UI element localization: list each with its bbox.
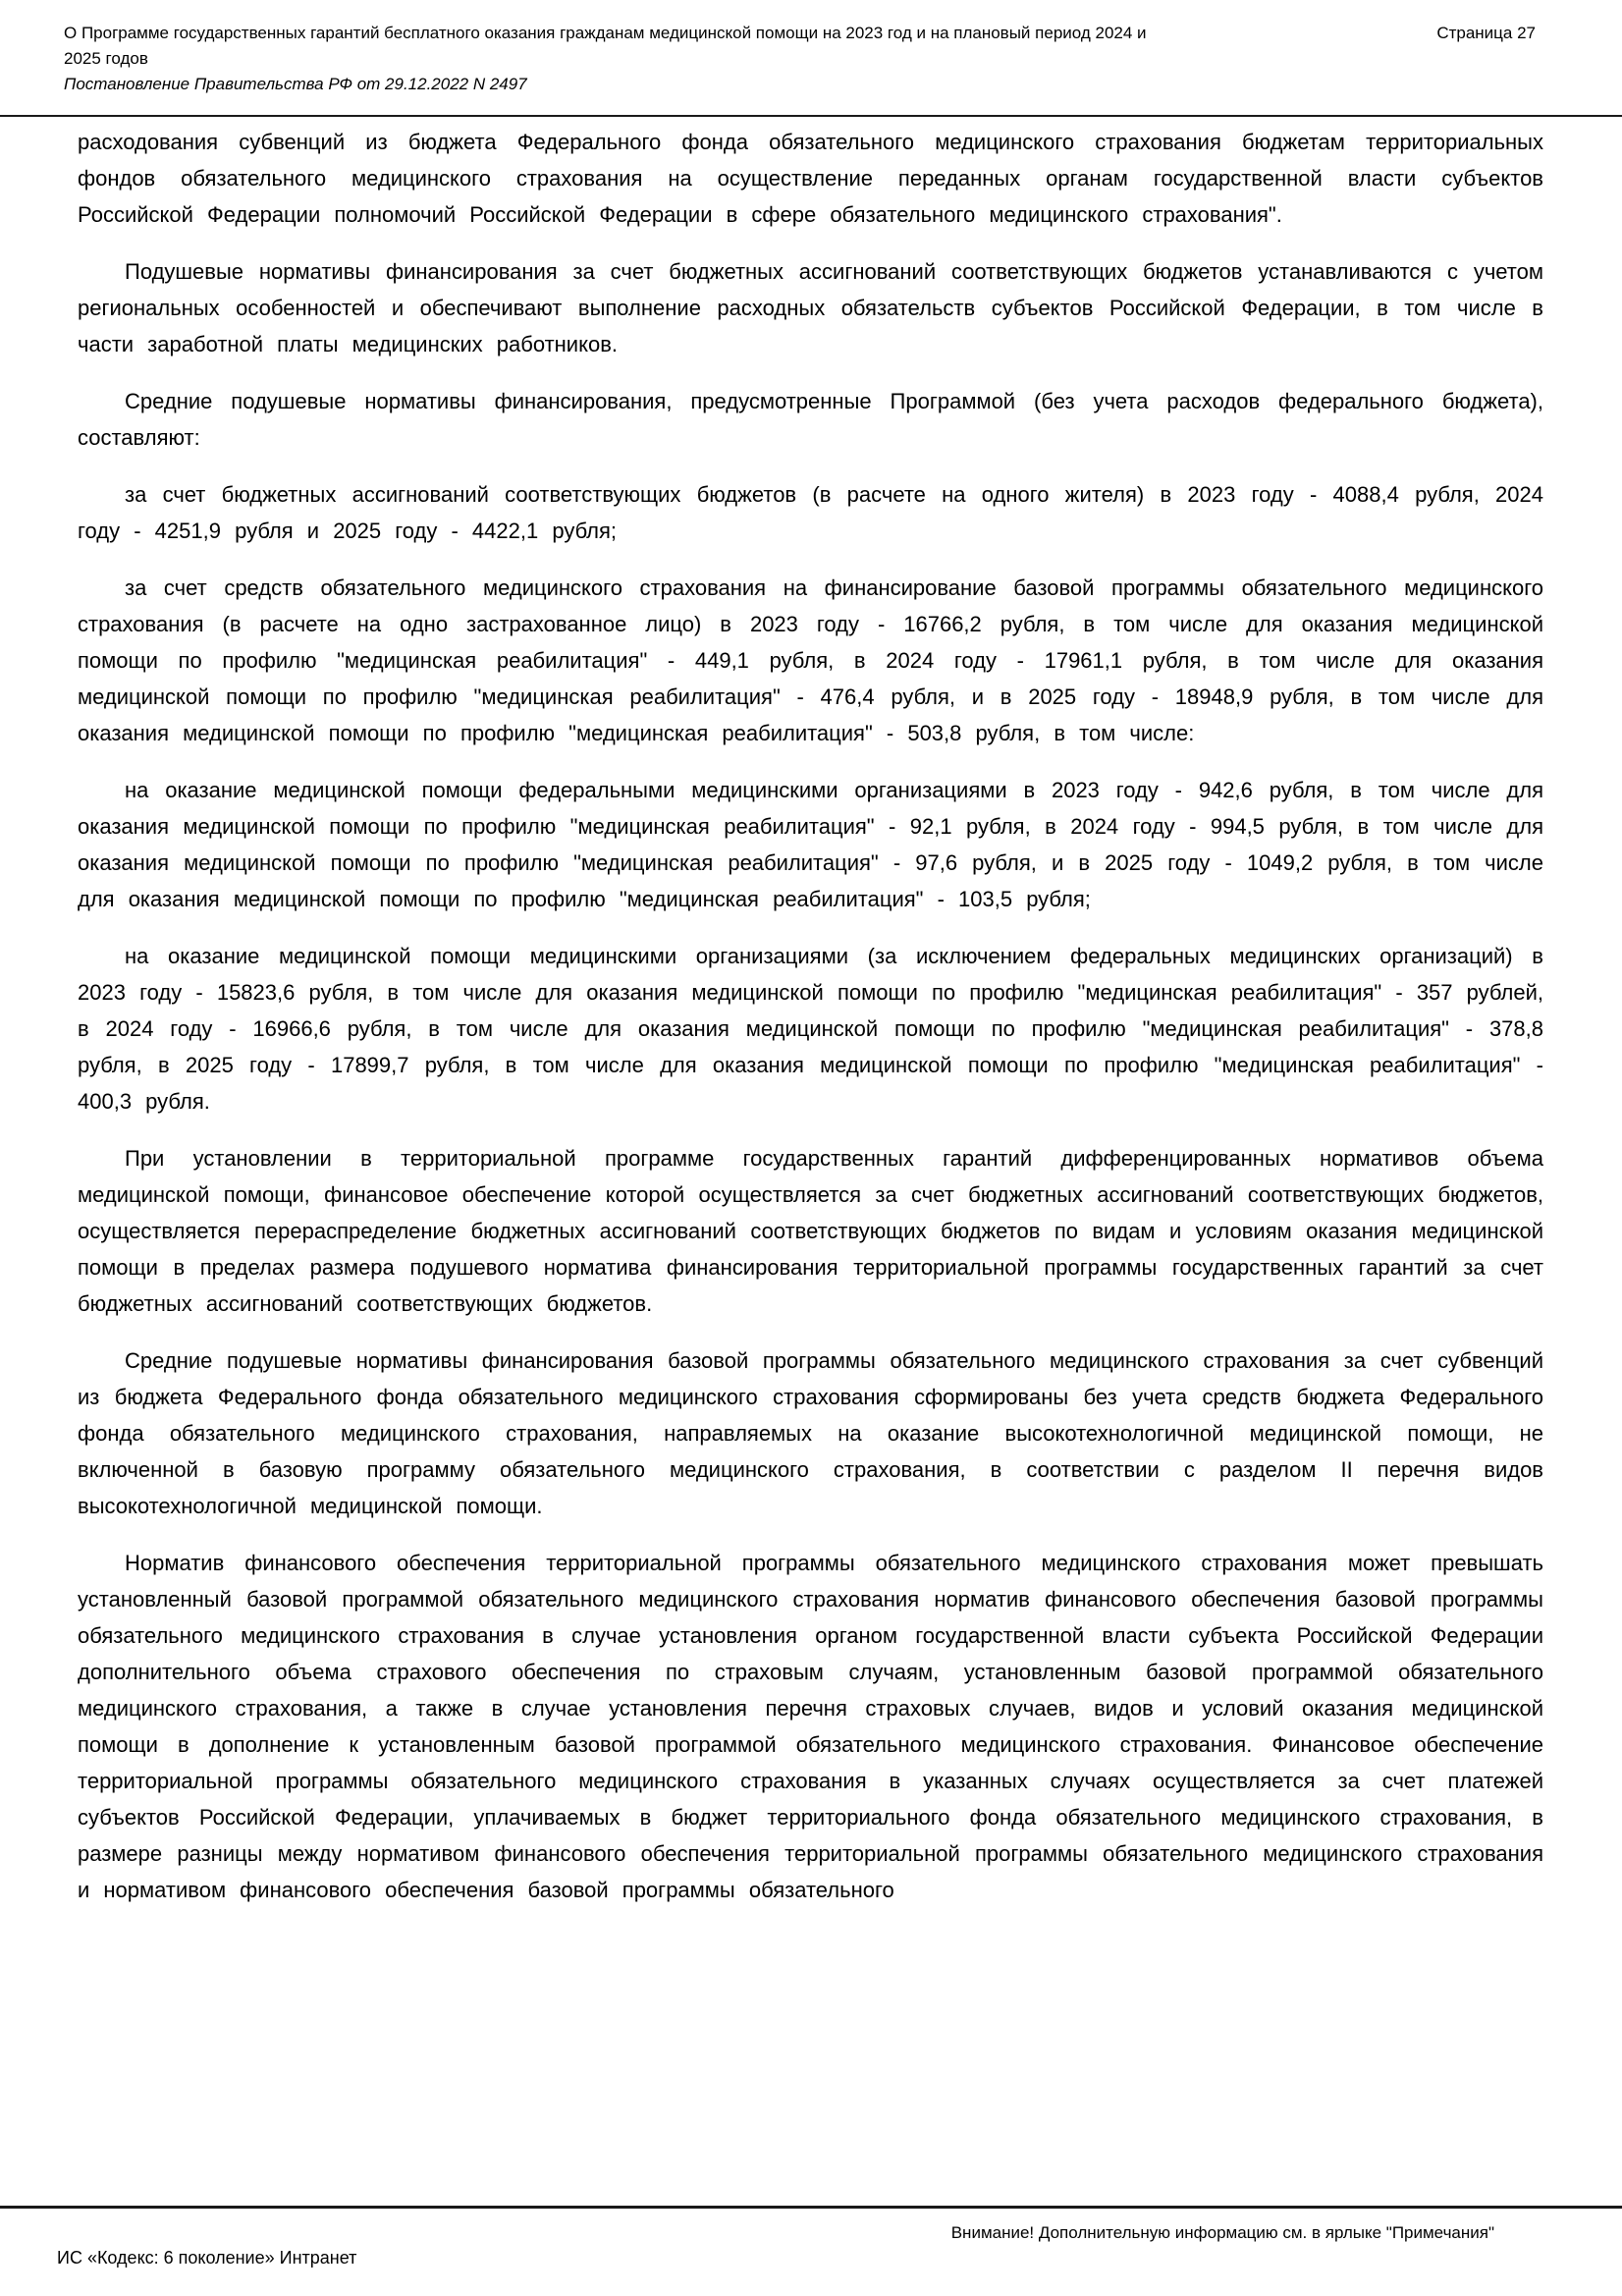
footer-system-name: ИС «Кодекс: 6 поколение» Интранет <box>57 2248 357 2268</box>
footer-notice: Внимание! Дополнительную информацию см. в ярлыке "Примечания" <box>950 2223 1494 2242</box>
paragraph: расходования субвенций из бюджета Федерального фонда обязательного медицинского страхования бюджетам территориальных фондов обязательного медицинского страхования на осуществление переданных органам государственной власти субъектов Российской Федерации полномочий Российской Федерации в сфере обязательного медицинского страхования". <box>78 130 1543 227</box>
document-header <box>64 21 1536 97</box>
document-body <box>78 124 1543 2204</box>
paragraph: Средние подушевые нормативы финансирования, предусмотренные Программой (без учета расходов федерального бюджета), составляют: <box>78 389 1543 450</box>
paragraph: Средние подушевые нормативы финансирования базовой программы обязательного медицинского страхования за счет субвенций из бюджета Федерального фонда обязательного медицинского страхования сформированы без учета средств бюджета Федерального фонда обязательного медицинского страхования, направляемых на оказание высокотехнологичной медицинской помощи, не включенной в базовую программу обязательного медицинского страхования, в соответствии с разделом II перечня видов высокотехнологичной медицинской помощи. <box>78 1348 1543 1518</box>
paragraph: Подушевые нормативы финансирования за счет бюджетных ассигнований соответствующих бюджетов устанавливаются с учетом региональных особенностей и обеспечивают выполнение расходных обязательств субъектов Российской Федерации, в том числе в части заработной платы медицинских работников. <box>78 259 1543 356</box>
page-number-label: Страница 27 <box>1436 24 1536 42</box>
document-subtitle: Постановление Правительства РФ от 29.12.2022 N 2497 <box>64 75 527 93</box>
paragraph: на оказание медицинской помощи федеральными медицинскими организациями в 2023 году - 942,6 рубля, в том числе для оказания медицинской помощи по профилю "медицинская реабилитация" - 92,1 рубля, в 2024 году - 994,5 рубля, в том числе для оказания медицинской помощи по профилю "медицинская реабилитация" - 97,6 рубля, и в 2025 году - 1049,2 рубля, в том числе для оказания медицинской помощи по профилю "медицинская реабилитация" - 103,5 рубля; <box>78 778 1543 911</box>
paragraph: за счет бюджетных ассигнований соответствующих бюджетов (в расчете на одного жителя) в 2023 году - 4088,4 рубля, 2024 году - 4251,9 рубля и 2025 году - 4422,1 рубля; <box>78 482 1543 543</box>
footer-divider <box>0 2206 1622 2209</box>
header-divider <box>0 115 1622 117</box>
paragraph: Норматив финансового обеспечения территориальной программы обязательного медицинского страхования может превышать установленный базовой программой обязательного медицинского страхования норматив финансового обеспечения базовой программы обязательного медицинского страхования в случае установления органом государственной власти субъекта Российской Федерации дополнительного объема страхового обеспечения по страховым случаям, установленным базовой программой обязательного медицинского страхования, а также в случае установления перечня страховых случаев, видов и условий оказания медицинской помощи в дополнение к установленным базовой программой обязательного медицинского страхования. Финансовое обеспечение территориальной программы обязательного медицинского страхования в указанных случаях осуществляется за счет платежей субъектов Российской Федерации, уплачиваемых в бюджет территориального фонда обязательного медицинского страхования, в размере разницы между нормативом финансового обеспечения территориальной программы обязательного медицинского страхования и нормативом финансового обеспечения базовой программы обязательного <box>78 1551 1543 1902</box>
document-title: О Программе государственных гарантий бесплатного оказания гражданам медицинской помощи на 2023 год и на плановый период 2024 и 2025 годов <box>64 24 1147 68</box>
paragraph: за счет средств обязательного медицинского страхования на финансирование базовой программы обязательного медицинского страхования (в расчете на одно застрахованное лицо) в 2023 году - 16766,2 рубля, в том числе для оказания медицинской помощи по профилю "медицинская реабилитация" - 449,1 рубля, в 2024 году - 17961,1 рубля, в том числе для оказания медицинской помощи по профилю "медицинская реабилитация" - 476,4 рубля, и в 2025 году - 18948,9 рубля, в том числе для оказания медицинской помощи по профилю "медицинская реабилитация" - 503,8 рубля, в том числе: <box>78 575 1543 745</box>
paragraph: на оказание медицинской помощи медицинскими организациями (за исключением федеральных медицинских организаций) в 2023 году - 15823,6 рубля, в том числе для оказания медицинской помощи по профилю "медицинская реабилитация" - 357 рублей, в 2024 году - 16966,6 рубля, в том числе для оказания медицинской помощи по профилю "медицинская реабилитация" - 378,8 рубля, в 2025 году - 17899,7 рубля, в том числе для оказания медицинской помощи по профилю "медицинская реабилитация" - 400,3 рубля. <box>78 944 1543 1114</box>
paragraph: При установлении в территориальной программе государственных гарантий дифференцированных нормативов объема медицинской помощи, финансовое обеспечение которой осуществляется за счет бюджетных ассигнований соответствующих бюджетов, осуществляется перераспределение бюджетных ассигнований соответствующих бюджетов по видам и условиям оказания медицинской помощи в пределах размера подушевого норматива финансирования территориальной программы государственных гарантий за счет бюджетных ассигнований соответствующих бюджетов. <box>78 1146 1543 1316</box>
document-header-titles <box>64 21 1163 97</box>
